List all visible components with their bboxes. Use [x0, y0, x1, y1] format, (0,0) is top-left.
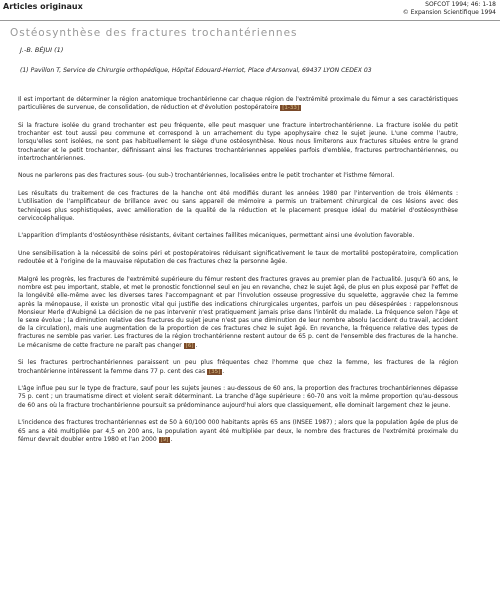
journal-reference: [403, 1, 496, 17]
paragraph: Les résultats du traitement de ces fractures de la hanche ont été modifiés durant les années 1980 par l'intervention de trois éléments : L'utilisation de l'amplificateur de brillance avec ou sans appareil de mémoire a permis un traitement chirurgical de ces lésions avec des techniques plus sophistiquées, avec amélioration de la qualité de la réduction et le placement presque idéal du matériel d'ostéosynthèse cervicocéphalique.: [18, 190, 458, 222]
paragraph: L'incidence des fractures trochantériennes est de 50 à 60/100 000 habitants après 65 ans (INSEE 1987) ; alors que la population âgée de plus de 65 ans a été multipliée par 4,5 en 200 ans, la population ayant été multipliée par deux, le nombre des fractures de l'extrémité proximale du fémur devrait doubler entre 1980 et l'an 2000 [9] .: [18, 419, 458, 443]
journal-citation: SOFCOT 1994; 46: 1-18: [425, 1, 496, 8]
paragraph: Il est important de déterminer la région anatomique trochantérienne car chaque région de l'extrémité proximale du fémur a ses caractéristiques particulières de survenue, de consolidation, de réduction et d'évolution postopératoire [1-33]: [18, 96, 458, 112]
section-label: Articles originaux: [3, 2, 83, 11]
paragraph: L'âge influe peu sur le type de fracture, sauf pour les sujets jeunes : au-dessous de 60 ans, la proportion des fractures trochantériennes dépasse 75 p. cent ; un traumatisme direct et violent serait déterminant. La tranche d'âge supérieure : 60-70 ans voit la même proportion qu'au-dessous de 60 ans où la fracture trochantérienne poursuit sa prédominance aujourd'hui alors que classiquement, elle dominait largement chez le jeune.: [18, 385, 458, 409]
author-affiliation: (1) Pavillon T, Service de Chirurgie orthopédique, Hôpital Edouard-Herriot, Place d'Arsonval, 69437 LYON CEDEX 03: [20, 67, 372, 74]
citation-ref[interactable]: [9]: [160, 436, 169, 443]
paragraph: L'apparition d'implants d'ostéosynthèse résistants, évitant certaines faillites mécaniques, permettant ainsi une évolution favorable.: [18, 232, 415, 240]
page-header: [0, 0, 500, 21]
paragraph: Malgré les progrès, les fractures de l'extrémité supérieure du fémur restent des fractures graves au premier plan de l'actualité. Jusqu'à 60 ans, le nombre est peu important, stable, et met le pronostic fonctionnel seul en jeu en revanche, chez le sujet âgé, de plus en plus exposé par l'effet de la longévité elle-même avec les diverses tares l'accompagnant et par l'involution osseuse progressive du squelette, aggravée chez la femme après la ménopause, il existe un pronostic vital qui justifie des indications chirurgicales urgentes, parfois un peu désespérées : rappelonsnous Monsieur Merle d'Aubigné La décision de ne pas intervenir n'est pratiquement jamais prise dans l'intérêt du malade. La fréquence selon l'âge et le sexe évolue ; la diminution relative des fractures du sujet jeune n'est pas une diminution de leur nombre absolu (accident du travail, accident de la circulation), mais une augmentation de la proportion de ces fractures chez le sujet âgé. En revanche, la fréquence relative des types de fractures ne semble pas varier. Les fractures de la région trochantérienne restent autour de 65 p. cent de l'ensemble des fractures de la hanche. Le mécanisme de cette fracture ne paraît pas changer [6] .: [18, 276, 458, 349]
paragraph: Si la fracture isolée du grand trochanter est peu fréquente, elle peut masquer une fracture intertrochantérienne. La fracture isolée du petit trochanter est tout aussi peu commune et correspond à un arrachement du type apophysaire chez le sujet jeune. L'une comme l'autre, lorsqu'elles sont isolées, ne sont pas habituellement le siège d'une ostéosynthèse. Nous nous limiterons aux fractures situées entre le grand trochanter et le petit trochanter, définissant ainsi les fractures trochantériennes appelées parfois d'emblée, fractures pertrochantériennes, ou intertrochantériennes.: [18, 121, 458, 162]
article-title: Ostéosynthèse des fractures trochantériennes: [10, 27, 298, 39]
citation-ref[interactable]: [35]: [208, 368, 221, 375]
publisher-copyright: © Expansion Scientifique 1994: [402, 9, 496, 16]
article-author: J.-B. BÉJUI (1): [20, 46, 64, 54]
paragraph: Nous ne parlerons pas des fractures sous- (ou sub-) trochantériennes, localisées entre le petit trochanter et l'isthme fémoral.: [18, 172, 395, 180]
citation-ref[interactable]: [6]: [185, 342, 194, 349]
paragraph: Une sensibilisation à la nécessité de soins péri et postopératoires réduisant significativement le taux de mortalité postopératoire, complication redoutée et à l'origine de la mauvaise réputation de ces fractures chez la personne âgée.: [18, 250, 458, 266]
citation-ref[interactable]: [1-33]: [282, 105, 300, 112]
paragraph: Si les fractures pertrochantériennes paraissent un peu plus fréquentes chez l'homme que chez la femme, les fractures de la région trochantérienne intéressent la femme dans 77 p. cent des cas [35] .: [18, 359, 458, 375]
article-body: [18, 96, 458, 454]
